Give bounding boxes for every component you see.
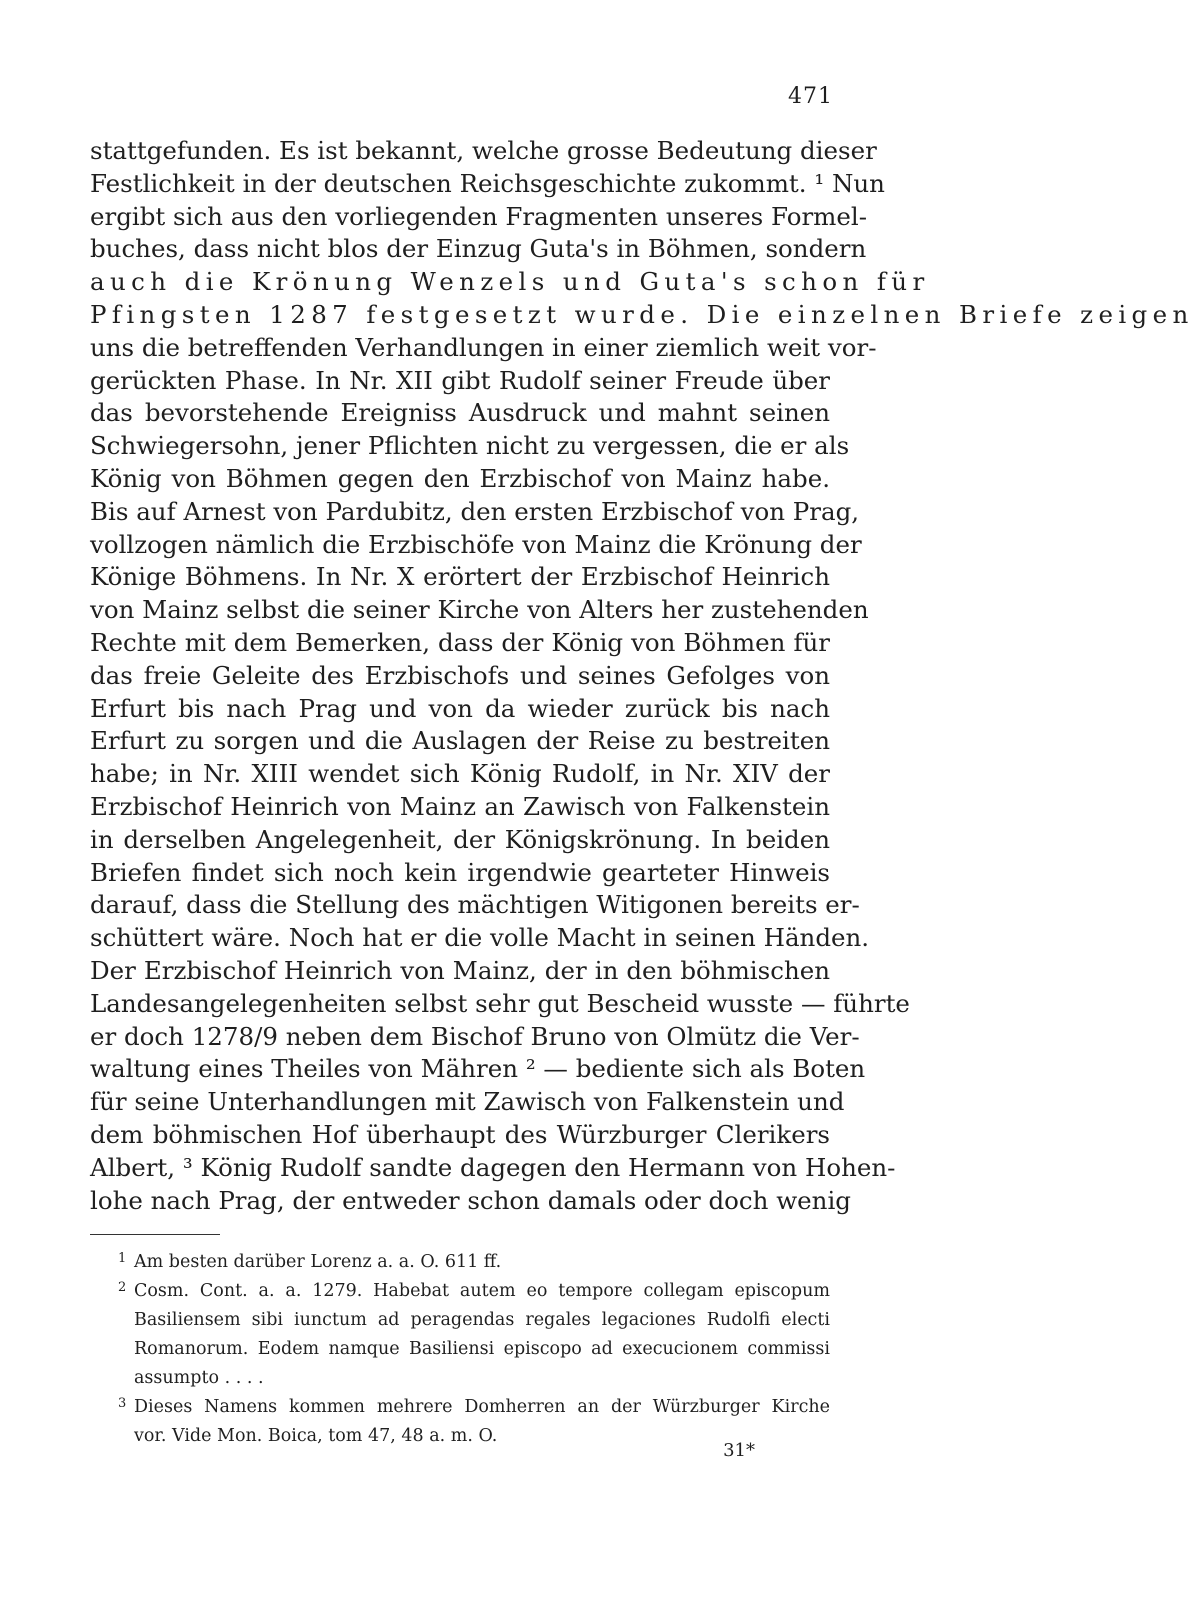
text-line: Schwiegersohn, jener Pflichten nicht zu vergessen, die er als: [90, 431, 850, 461]
footnote-line: [90, 1393, 830, 1422]
footnote-mark: 3: [118, 1396, 127, 1411]
text-line: stattgefunden. Es ist bekannt, welche grosse Bedeutung dieser: [90, 136, 877, 165]
footnote-mark: [90, 1331, 134, 1360]
footnote-text: Am besten darüber Lorenz a. a. O. 611 ff.: [134, 1252, 502, 1272]
footnote-text: Basiliensem sibi iunctum ad peragendas regales legaciones Rudolfi electi: [134, 1310, 830, 1330]
footnote-separator: [90, 1234, 220, 1235]
main-text: [90, 135, 1194, 1217]
footnote-line: [90, 1248, 830, 1277]
footnote-line: [90, 1422, 830, 1451]
text-line: uns die betreffenden Verhandlungen in einer ziemlich weit vor-: [90, 332, 877, 362]
text-line: in derselben Angelegenheit, der Königskrönung. In beiden: [90, 824, 830, 854]
text-line: Pfingsten 1287 festgesetzt wurde. Die einzelnen Briefe zeigen: [90, 299, 1194, 329]
footnote-text: vor. Vide Mon. Boica, tom 47, 48 a. m. O.: [134, 1426, 498, 1446]
printer-signature: 31*: [723, 1440, 755, 1461]
footnote-mark: 1: [118, 1251, 127, 1266]
footnote-line: [90, 1335, 830, 1364]
text-line: gerückten Phase. In Nr. XII gibt Rudolf seiner Freude über: [90, 365, 830, 395]
text-line: schüttert wäre. Noch hat er die volle Macht in seinen Händen.: [90, 923, 870, 953]
text-line: Landesangelegenheiten selbst sehr gut Bescheid wusste — führte: [90, 988, 910, 1018]
footnote-line: [90, 1277, 830, 1306]
text-line: waltung eines Theiles von Mähren ² — bediente sich als Boten: [90, 1054, 866, 1084]
text-line: Rechte mit dem Bemerken, dass der König von Böhmen für: [90, 627, 830, 657]
footnote-line: [90, 1364, 830, 1393]
footnote-mark: [90, 1418, 134, 1447]
text-line: auch die Krönung Wenzels und Guta's schon für: [90, 267, 930, 297]
text-line: Bis auf Arnest von Pardubitz, den ersten Erzbischof von Prag,: [90, 496, 860, 526]
text-line: Könige Böhmens. In Nr. X erörtert der Erzbischof Heinrich: [90, 562, 830, 592]
text-line: das freie Geleite des Erzbischofs und seines Gefolges von: [90, 660, 830, 690]
text-line: buches, dass nicht blos der Einzug Guta's in Böhmen, sondern: [90, 234, 867, 264]
text-line: er doch 1278/9 neben dem Bischof Bruno von Olmütz die Ver-: [90, 1021, 860, 1051]
text-line: lohe nach Prag, der entweder schon damals oder doch wenig: [90, 1185, 851, 1215]
text-line: ergibt sich aus den vorliegenden Fragmenten unseres Formel-: [90, 201, 868, 231]
page-number: 471: [788, 84, 833, 109]
text-line: Briefen findet sich noch kein irgendwie gearteter Hinweis: [90, 857, 830, 887]
footnote-line: [90, 1306, 830, 1335]
text-line: Erfurt bis nach Prag und von da wieder zurück bis nach: [90, 693, 830, 723]
text-line: Albert, ³ König Rudolf sandte dagegen den Hermann von Hohen-: [90, 1152, 896, 1182]
text-line: Der Erzbischof Heinrich von Mainz, der in den böhmischen: [90, 955, 830, 985]
text-line: für seine Unterhandlungen mit Zawisch von Falkenstein und: [90, 1087, 845, 1117]
text-line: Erzbischof Heinrich von Mainz an Zawisch von Falkenstein: [90, 791, 830, 821]
text-line: das bevorstehende Ereigniss Ausdruck und mahnt seinen: [90, 398, 830, 428]
footnote-mark: 2: [118, 1280, 127, 1295]
footnotes: [90, 1248, 830, 1451]
text-line: vollzogen nämlich die Erzbischöfe von Mainz die Krönung der: [90, 529, 862, 559]
footnote-mark: [90, 1302, 134, 1331]
footnote-mark: [90, 1360, 134, 1389]
footnote-text: assumpto . . . .: [134, 1368, 264, 1388]
text-line: Erfurt zu sorgen und die Auslagen der Reise zu bestreiten: [90, 726, 830, 756]
text-line: darauf, dass die Stellung des mächtigen Witigonen bereits er-: [90, 890, 860, 920]
footnote-text: Cosm. Cont. a. a. 1279. Habebat autem eo tempore collegam episcopum: [134, 1281, 830, 1301]
text-line: habe; in Nr. XIII wendet sich König Rudolf, in Nr. XIV der: [90, 759, 830, 789]
footnote-text: Romanorum. Eodem namque Basiliensi episcopo ad execucionem commissi: [134, 1339, 830, 1359]
footnote-text: Dieses Namens kommen mehrere Domherren an der Würzburger Kirche: [134, 1397, 830, 1417]
text-line: dem böhmischen Hof überhaupt des Würzburger Clerikers: [90, 1119, 830, 1149]
text-line: König von Böhmen gegen den Erzbischof von Mainz habe.: [90, 463, 830, 493]
text-line: Festlichkeit in der deutschen Reichsgeschichte zukommt. ¹ Nun: [90, 168, 885, 198]
text-line: von Mainz selbst die seiner Kirche von Alters her zustehenden: [90, 595, 869, 625]
